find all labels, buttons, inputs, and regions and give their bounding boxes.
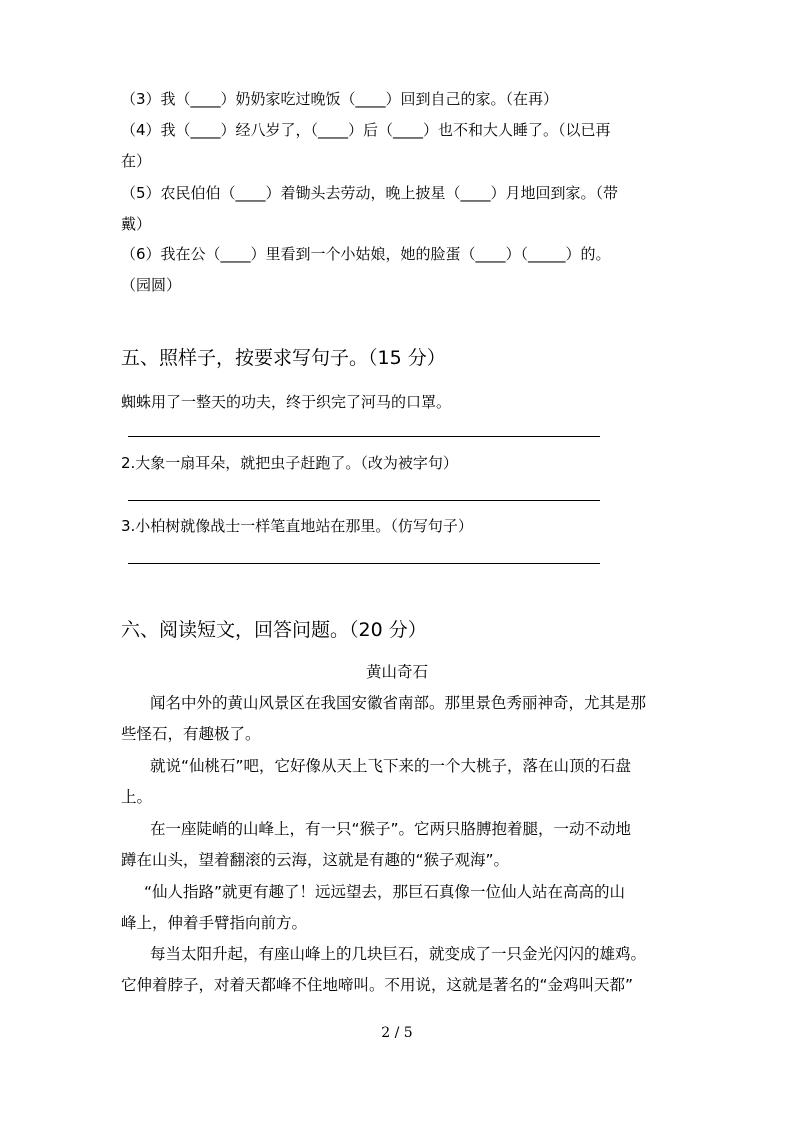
- fill-question-6: （6）我在公（____）里看到一个小姑娘，她的脸蛋（____）（_____）的。: [121, 245, 611, 263]
- fill-question-6-options: （园圆）: [121, 276, 182, 294]
- passage-line-10: 它伸着脖子，对着天都峰不住地啼叫。不用说，这就是著名的“金鸡叫天都”: [121, 976, 634, 994]
- fill-question-5: （5）农民伯伯（____）着锄头去劳动，晚上披星（____）月地回到家。（带: [121, 184, 619, 202]
- section-6-heading: 六、阅读短文，回答问题。（20 分）: [121, 619, 427, 641]
- passage-line-8: 峰上，伸着手臂指向前方。: [121, 914, 308, 932]
- answer-line-2[interactable]: [128, 500, 600, 501]
- fill-question-5-options: 戴）: [121, 215, 152, 233]
- section-5-question-1: 蜘蛛用了一整天的功夫，终于织完了河马的口罩。: [121, 393, 452, 411]
- passage-line-3: 就说“仙桃石”吧，它好像从天上飞下来的一个大桃子，落在山顶的石盘: [150, 757, 632, 775]
- answer-line-1[interactable]: [128, 436, 600, 437]
- section-5-heading: 五、照样子，按要求写句子。（15 分）: [121, 347, 446, 369]
- passage-line-2: 些怪石，有趣极了。: [121, 725, 261, 743]
- section-5-question-2: 2.大象一扇耳朵，就把虫子赶跑了。（改为被字句）: [121, 454, 458, 472]
- passage-line-7: “仙人指路”就更有趣了！远远望去，那巨石真像一位仙人站在高高的山: [144, 883, 626, 901]
- answer-line-3[interactable]: [128, 563, 600, 564]
- passage-line-4: 上。: [121, 788, 153, 806]
- passage-line-1: 闻名中外的黄山风景区在我国安徽省南部。那里景色秀丽神奇，尤其是那: [150, 694, 647, 712]
- fill-question-3: （3）我（____）奶奶家吃过晚饭（____）回到自己的家。（在再）: [121, 90, 559, 108]
- page-number: 2 / 5: [381, 1025, 413, 1041]
- fill-question-4-options: 在）: [121, 152, 152, 170]
- passage-line-6: 蹲在山头，望着翻滚的云海，这就是有趣的“猴子观海”。: [121, 851, 510, 869]
- fill-question-4: （4）我（____）经八岁了，（____）后（____）也不和大人睡了。（以已再: [121, 121, 611, 139]
- passage-line-9: 每当太阳升起，有座山峰上的几块巨石，就变成了一只金光闪闪的雄鸡。: [150, 945, 647, 963]
- section-5-question-3: 3.小柏树就像战士一样笔直地站在那里。（仿写句子）: [121, 517, 473, 535]
- passage-line-5: 在一座陡峭的山峰上，有一只“猴子”。它两只胳膊抱着腿，一动不动地: [150, 820, 632, 838]
- passage-title: 黄山奇石: [365, 663, 428, 681]
